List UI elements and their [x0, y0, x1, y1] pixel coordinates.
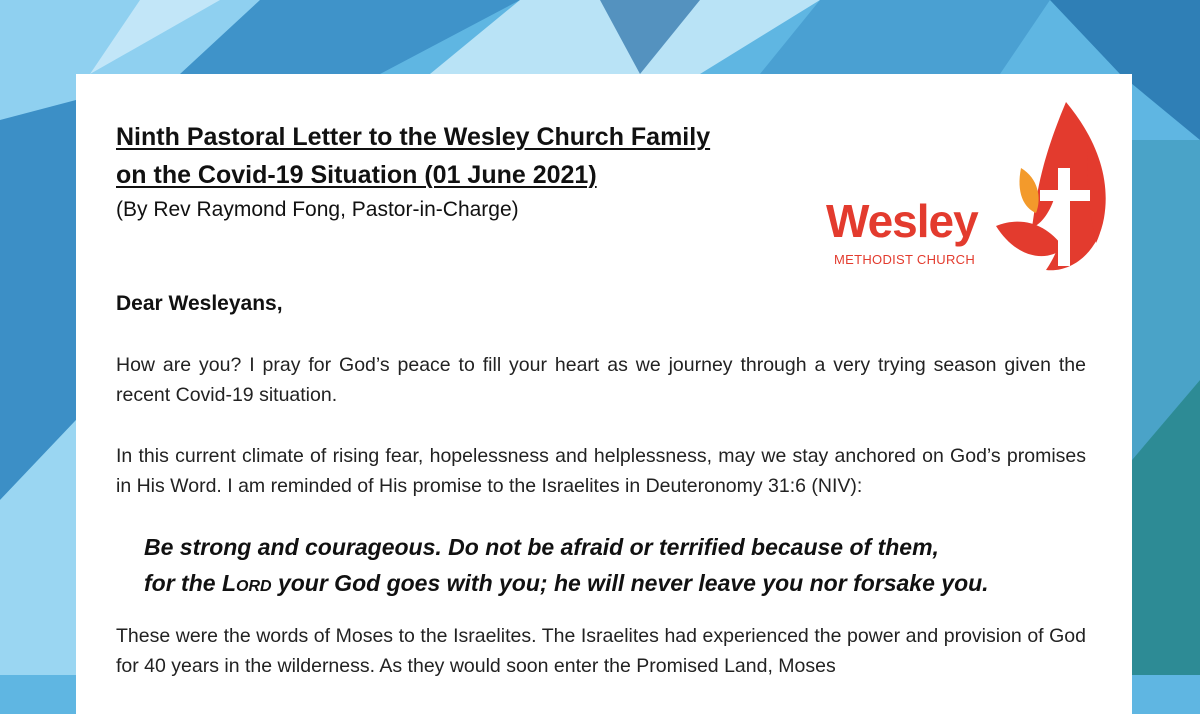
- verse-line-2-pre: for the: [144, 570, 222, 596]
- verse-line-2-post: your God goes with you; he will never leave you nor forsake you.: [271, 570, 989, 596]
- paragraph-1: How are you? I pray for God’s peace to fill your heart as we journey through a very trying season given the recent Covid-19 situation.: [116, 354, 1086, 406]
- church-logo: [826, 98, 1116, 278]
- verse-lord: Lord: [221, 570, 272, 596]
- verse-line-1: Be strong and courageous. Do not be afraid or terrified because of them,: [144, 534, 939, 560]
- logo-subtitle: METHODIST CHURCH: [834, 252, 976, 267]
- title-line-1: Ninth Pastoral Letter to the Wesley Church Family: [116, 123, 711, 151]
- letter-page: [76, 74, 1132, 714]
- author-byline: (By Rev Raymond Fong, Pastor-in-Charge): [116, 198, 519, 221]
- verse-line-2: [144, 565, 989, 601]
- title-line-2: on the Covid-19 Situation (01 June 2021): [116, 161, 597, 189]
- letter-title: [116, 118, 710, 194]
- paragraph-3: These were the words of Moses to the Israelites. The Israelites had experienced the power and provision of God for 40 years in the wilderness. As they would soon enter the Promised Land, Moses: [116, 625, 1086, 677]
- salutation: Dear Wesleyans,: [116, 292, 283, 315]
- logo-wordmark: Wesley: [826, 195, 978, 247]
- flame-cross-icon: [976, 98, 1116, 278]
- scripture-quote: [144, 529, 989, 601]
- paragraph-2: In this current climate of rising fear, hopelessness and helplessness, may we stay anchored on God’s promises in His Word. I am reminded of His promise to the Israelites in Deuteronomy 31:6 (NIV):: [116, 445, 1086, 497]
